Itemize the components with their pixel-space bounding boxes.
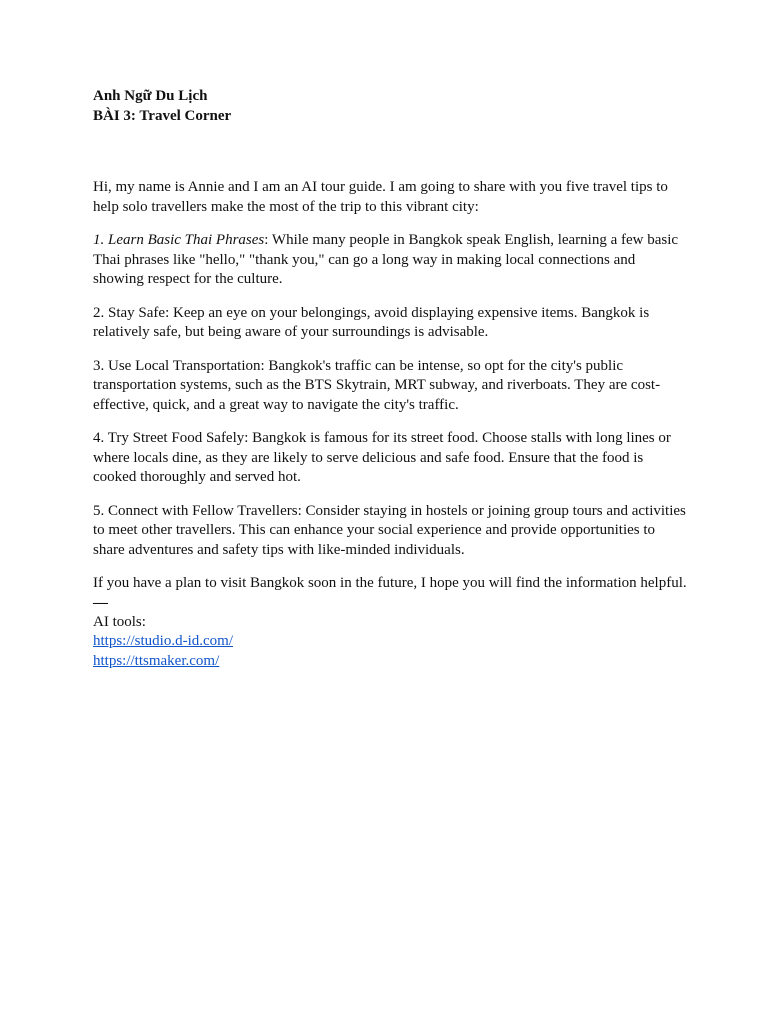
separator-dash: — bbox=[93, 594, 108, 611]
tip-title-1: 1. Learn Basic Thai Phrases bbox=[93, 232, 265, 248]
tip-paragraph-3 bbox=[93, 357, 688, 416]
tip-body-4: : Bangkok is famous for its street food. Choose stalls with long lines or where locals dine, as they are likely to serve delicious and safe food. Ensure that the food is cooked thoroughly and served hot. bbox=[93, 430, 671, 485]
link-ttsmaker[interactable]: https://ttsmaker.com/ bbox=[93, 652, 220, 669]
closing-paragraph: If you have a plan to visit Bangkok soon in the future, I hope you will find the information helpful. bbox=[93, 575, 687, 591]
course-title: Anh Ngữ Du Lịch bbox=[93, 88, 208, 104]
tip-paragraph-1 bbox=[93, 231, 688, 290]
link-studio-d-id[interactable]: https://studio.d-id.com/ bbox=[93, 633, 234, 649]
tip-body-2: : Keep an eye on your belongings, avoid displaying expensive items. Bangkok is relatively safe, but being aware of your surroundings is advisable. bbox=[93, 304, 650, 340]
lesson-title: BÀI 3: Travel Corner bbox=[93, 107, 232, 124]
tip-title-3: 3. Use Local Transportation bbox=[93, 357, 261, 374]
tools-label: AI tools: bbox=[93, 613, 146, 630]
tip-body-5: : Consider staying in hostels or joining group tours and activities to meet other travellers. This can enhance your social experience and provide opportunities to share adventures and safety tips with like-minded individuals. bbox=[93, 502, 686, 558]
tool-links bbox=[93, 632, 688, 671]
tip-paragraph-4 bbox=[93, 429, 688, 488]
tip-title-2: 2. Stay Safe bbox=[93, 304, 166, 321]
document-heading bbox=[93, 87, 688, 126]
intro-paragraph: Hi, my name is Annie and I am an AI tour guide. I am going to share with you five travel tips to help solo travellers make the most of the trip to this vibrant city: bbox=[93, 179, 668, 215]
tip-paragraph-5 bbox=[93, 502, 688, 561]
tip-body-3: : Bangkok's traffic can be intense, so opt for the city's public transportation systems, such as the BTS Skytrain, MRT subway, and riverboats. They are cost-effective, quick, and a great way to navigate the city's traffic. bbox=[93, 357, 661, 413]
tip-title-4: 4. Try Street Food Safely bbox=[93, 430, 245, 446]
tip-body-1: : While many people in Bangkok speak English, learning a few basic Thai phrases like "hello," "thank you," can go a long way in making local connections and showing respect for the culture. bbox=[93, 232, 679, 287]
tip-title-5: 5. Connect with Fellow Travellers bbox=[93, 502, 298, 519]
tip-paragraph-2 bbox=[93, 304, 688, 343]
